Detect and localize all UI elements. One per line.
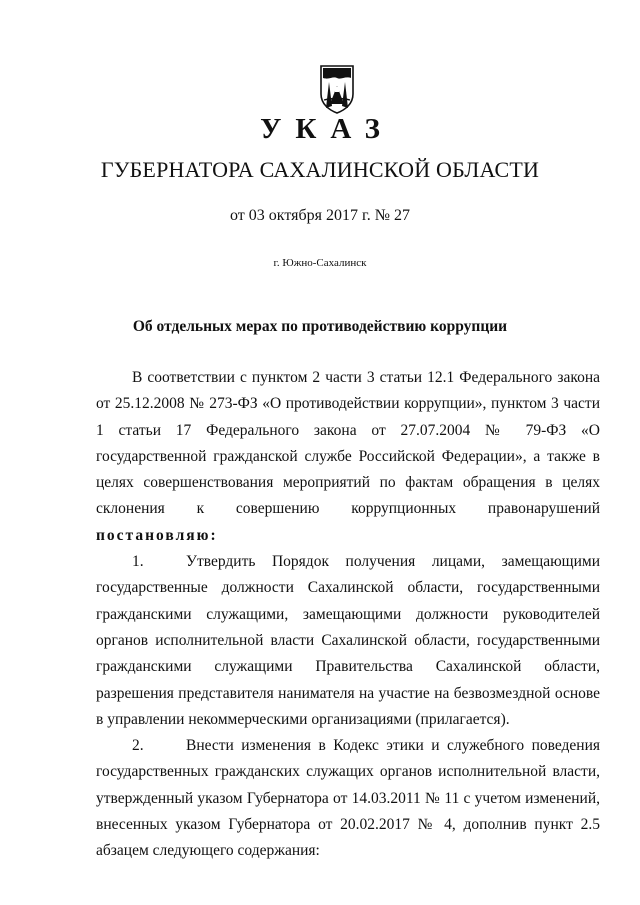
decree-date-number: от 03 октября 2017 г. № 27 — [229, 207, 410, 224]
document-heading: Об отдельных мерах по противодействию коррупции — [132, 318, 508, 335]
decree-title: УКАЗ — [260, 113, 394, 145]
item-text: Утвердить Порядок получения лицами, замещающими государственные должности Сахалинской области, государственными гражданскими служащими, замещающими должности руководителей органов исполнительной власти Сахалинской области, государственными гражданскими служащими Правительства Сахалинской области, разрешения представителя нанимателя на участие на безвозмездной основе в управлении некоммерческими организациями (прилагается). — [96, 553, 600, 728]
resolution-keyword: постановляю: — [96, 526, 218, 544]
intro-text: В соответствии с пунктом 2 части 3 статьи 12.1 Федерального закона от 25.12.2008 № 273-ФЗ «О противодействии коррупции», пунктом 3 части 1 статьи 17 Федерального закона от 27.07.2004 № 79-ФЗ «О государственной гражданской службе Российской Федерации», а также в целях совершенствования мероприятий по фактам обращения в целях склонения к совершению коррупционных правонарушений — [96, 369, 600, 518]
document-body — [96, 365, 600, 865]
item-text: Внести изменения в Кодекс этики и служебного поведения государственных гражданских служащих органов исполнительной власти, утвержденный указом Губернатора от 14.03.2011 № 11 с учетом изменений, внесенных указом Губернатора от 20.02.2017 № 4, дополнив пункт 2.5 абзацем следующего содержания: — [96, 737, 600, 860]
issuer-title: ГУБЕРНАТОРА САХАЛИНСКОЙ ОБЛАСТИ — [100, 157, 540, 182]
coat-of-arms-icon — [319, 64, 355, 114]
intro-paragraph — [96, 365, 600, 549]
list-item — [96, 549, 600, 733]
issue-city: г. Южно-Сахалинск — [273, 257, 367, 269]
item-number: 1. — [132, 553, 144, 571]
item-number: 2. — [132, 737, 144, 755]
list-item — [96, 733, 600, 864]
